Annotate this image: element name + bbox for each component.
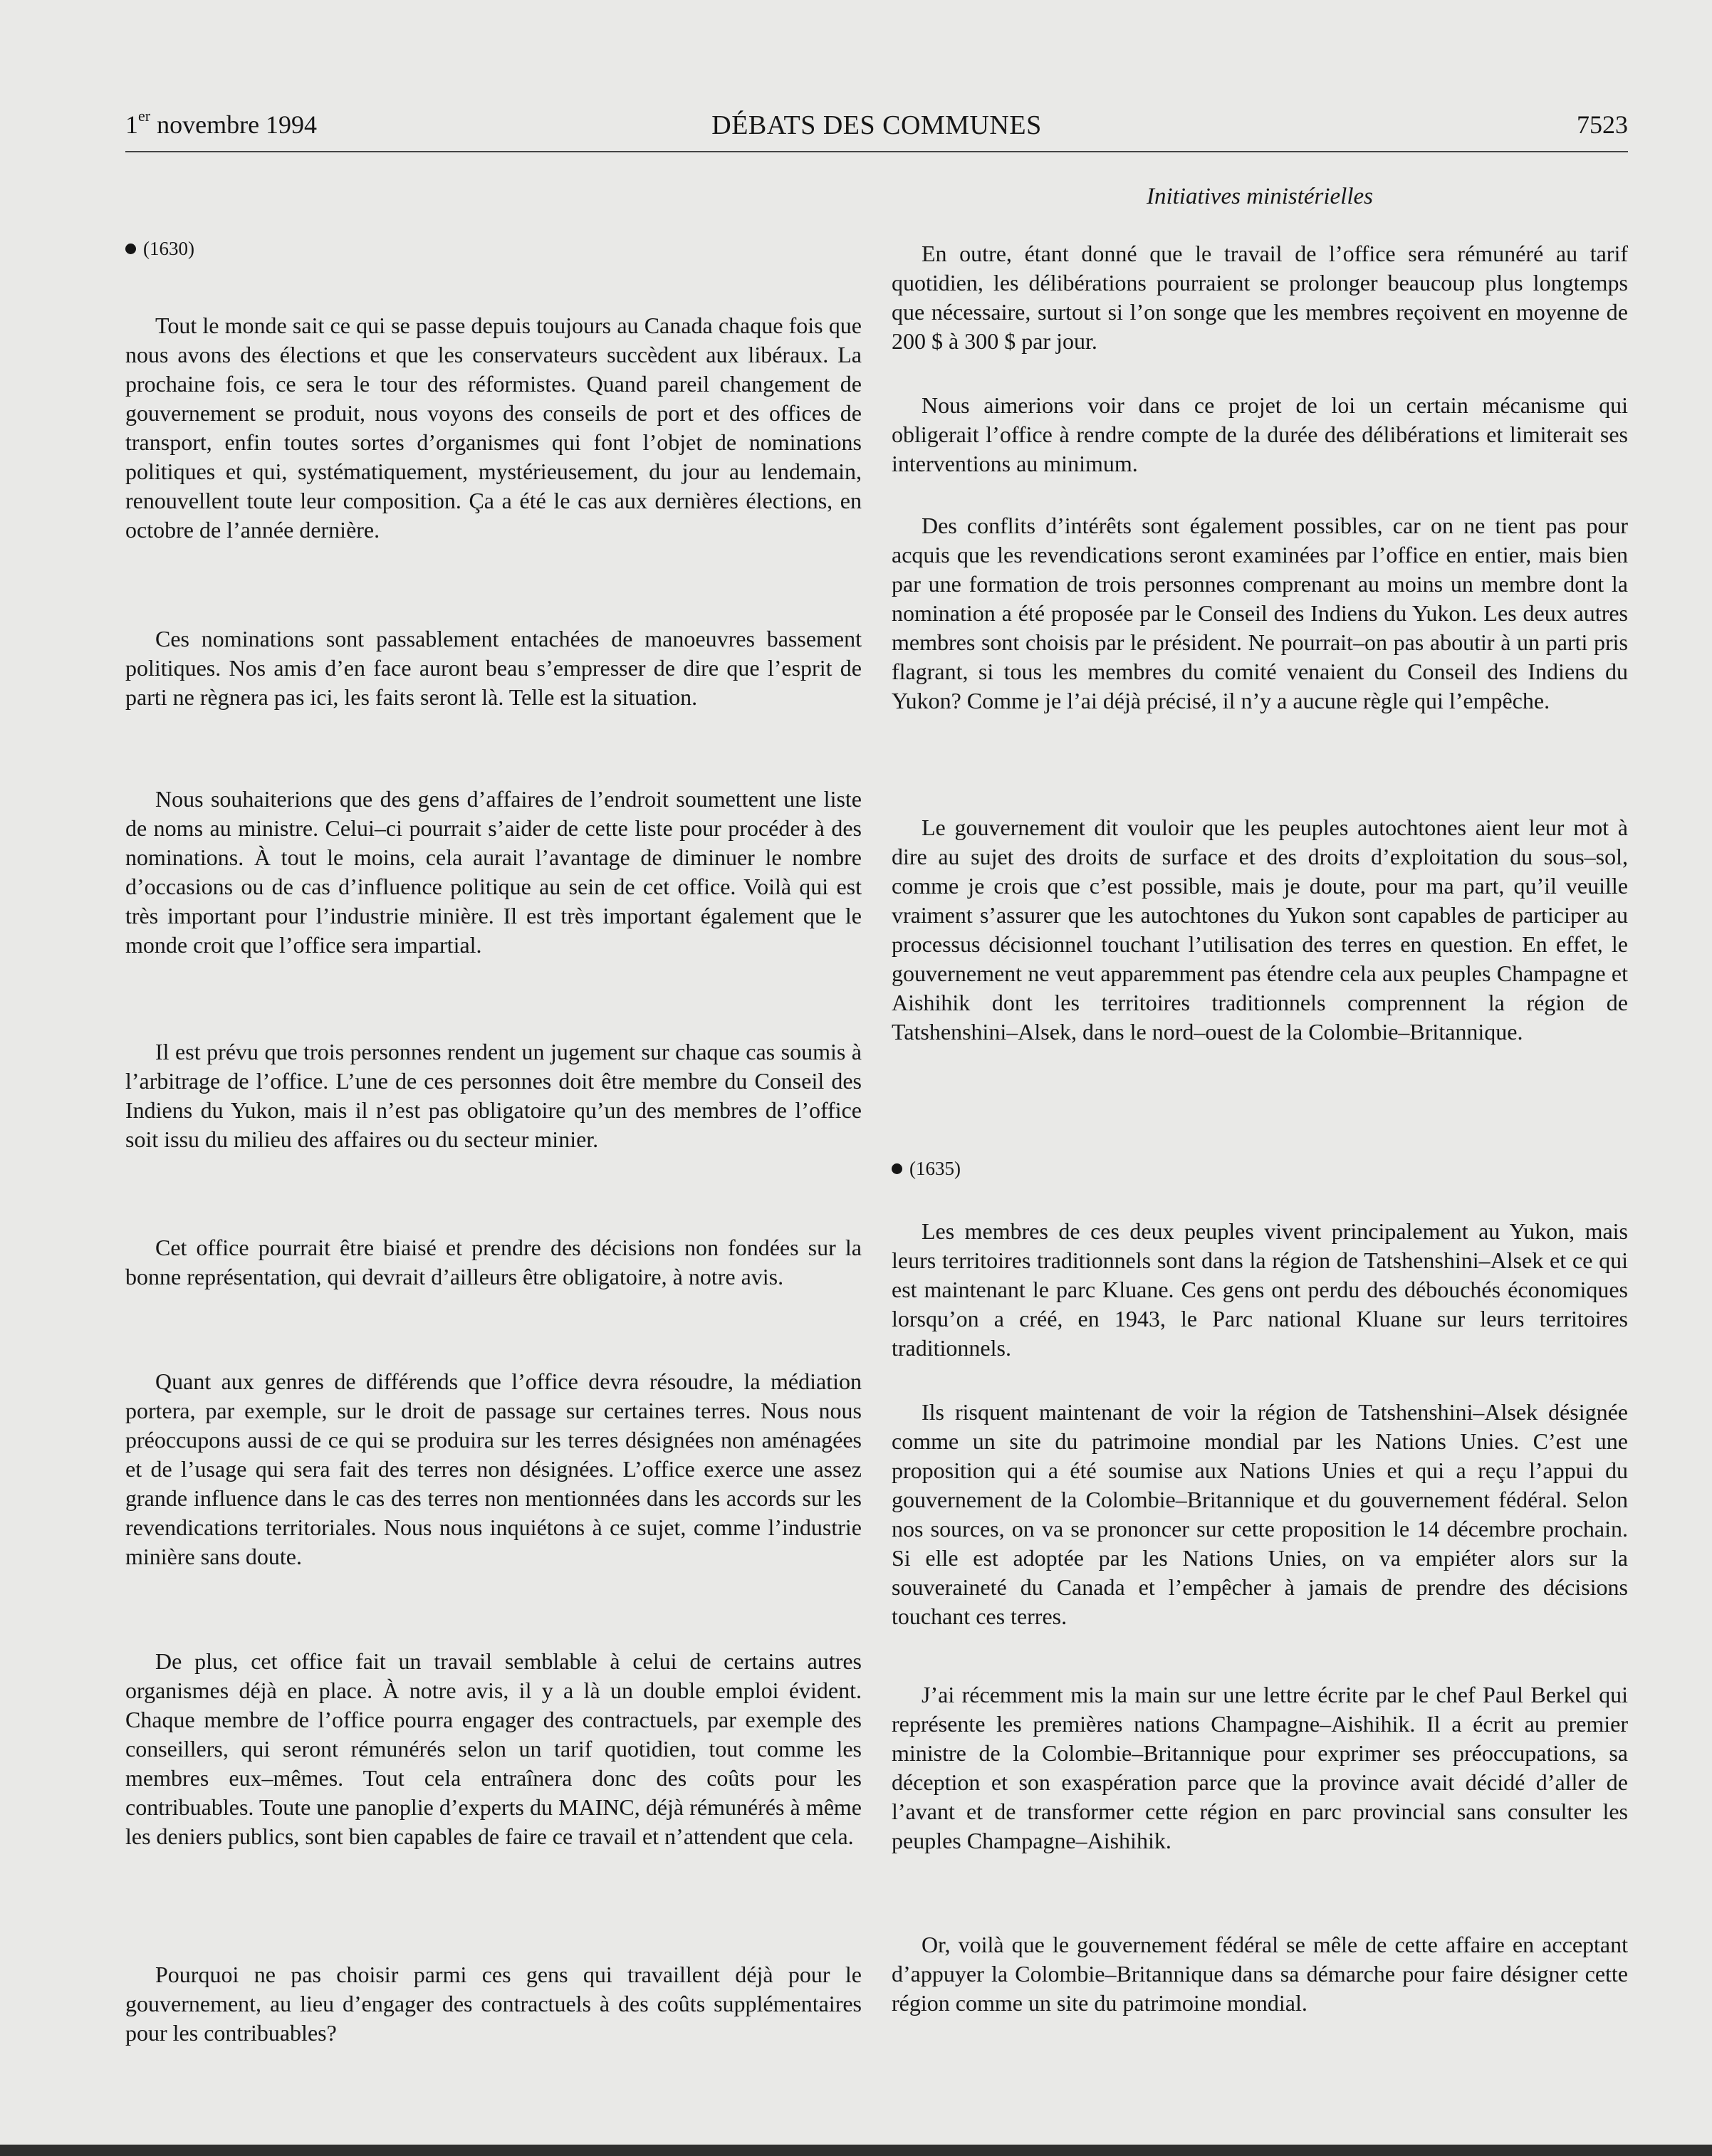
paragraph: J’ai récemment mis la main sur une lettre écrite par le chef Paul Berkel qui représente les premières nations Champagne–Aishihik. Il a écrit au premier ministre de la Colombie–Britannique pour exprimer ses préoccupations, sa déception et son exaspération parce que la province avait décidé d’aller de l’avant et de transformer cette région en parc provincial sans consulter les peuples Champagne–Aishihik. [892, 1682, 1628, 1853]
bullet-icon [125, 244, 136, 254]
paragraph: Ces nominations sont passablement entachées de manoeuvres bassement politiques. Nos amis d’en face auront beau s’empresser de dire que l’esprit de parti ne règnera pas ici, les faits seront là. Telle est la situation. [125, 626, 862, 710]
header-title: DÉBATS DES COMMUNES [711, 110, 1042, 140]
time-marker-label: (1630) [143, 238, 194, 259]
header-date-rest: novembre 1994 [150, 110, 318, 139]
paragraph: De plus, cet office fait un travail semblable à celui de certains autres organismes déjà en place. À notre avis, il y a là un double emploi évident. Chaque membre de l’office pourra engager des contractuels, par exemple des conseillers, qui seront rémunérés selon un tarif quotidien, tout comme les membres eux–mêmes. Tout cela entraînera donc des coûts pour les contribuables. Toute une panoplie d’experts du MAINC, déjà rémunérés à même les deniers publics, sont bien capables de faire ce travail et n’attendent que cela. [125, 1648, 862, 1849]
page-number: 7523 [1577, 110, 1628, 139]
time-marker-1630 [125, 238, 194, 260]
header-date-superscript: er [138, 107, 151, 125]
paragraph: Nous souhaiterions que des gens d’affaires de l’endroit soumettent une liste de noms au ministre. Celui–ci pourrait s’aider de cette liste pour procéder à des nominations. À tout le moins, cela aurait l’avantage de diminuer le nombre d’occasions ou de cas d’influence politique au sein de cet office. Voilà qui est très important pour l’industrie minière. Il est très important également que le monde croit que l’office sera impartial. [125, 786, 862, 958]
paragraph: Des conflits d’intérêts sont également possibles, car on ne tient pas pour acquis que les revendications seront examinées par l’office en entier, mais bien par une formation de trois personnes comprenant au moins un membre dont la nomination a été proposée par le Conseil des Indiens du Yukon. Les deux autres membres sont choisis par le président. Ne pourrait–on pas aboutir à un parti pris flagrant, si tous les membres du comité venaient du Conseil des Indiens du Yukon? Comme je l’ai déjà précisé, il n’y a aucune règle qui l’empêche. [892, 513, 1628, 713]
header-date-day: 1 [125, 110, 138, 139]
paragraph: Il est prévu que trois personnes rendent un jugement sur chaque cas soumis à l’arbitrage de l’office. L’une de ces personnes doit être membre du Conseil des Indiens du Yukon, mais il n’est pas obligatoire qu’un des membres de l’office soit issu du milieu des affaires ou du secteur minier. [125, 1039, 862, 1152]
paragraph: Cet office pourrait être biaisé et prendre des décisions non fondées sur la bonne représentation, qui devrait d’ailleurs être obligatoire, à notre avis. [125, 1235, 862, 1289]
paragraph: Ils risquent maintenant de voir la région de Tatshenshini–Alsek désignée comme un site du patrimoine mondial par les Nations Unies. C’est une proposition qui a été soumise aux Nations Unies et qui a reçu l’appui du gouvernement de la Colombie–Britannique et du gouvernement fédéral. Selon nos sources, on va se prononcer sur cette proposition le 14 décembre prochain. Si elle est adoptée par les Nations Unies, on va empiéter alors sur la souveraineté du Canada et l’empêcher à jamais de prendre des décisions touchant ces terres. [892, 1399, 1628, 1629]
time-marker-label: (1635) [909, 1158, 961, 1179]
paragraph: Le gouvernement dit vouloir que les peuples autochtones aient leur mot à dire au sujet des droits de surface et des droits d’exploitation du sous–sol, comme je crois que c’est possible, mais je doute, pour ma part, qu’il veuille vraiment s’assurer que les autochtones du Yukon sont capables de participer au processus décisionnel touchant l’utilisation des terres en question. En effet, le gouvernement ne veut apparemment pas étendre cela aux peuples Champagne et Aishihik dont les territoires traditionnels comprennent la région de Tatshenshini–Alsek, dans le nord–ouest de la Colombie–Britannique. [892, 815, 1628, 1045]
paragraph: Nous aimerions voir dans ce projet de loi un certain mécanisme qui obligerait l’office à rendre compte de la durée des délibérations et limiterait ses interventions au minimum. [892, 392, 1628, 476]
section-title: Initiatives ministérielles [1146, 184, 1374, 209]
paragraph: En outre, étant donné que le travail de l’office sera rémunéré au tarif quotidien, les délibérations pourraient se prolonger beaucoup plus longtemps que nécessaire, surtout si l’on songe que les membres reçoivent en moyenne de 200 $ à 300 $ par jour. [892, 241, 1628, 354]
paragraph: Or, voilà que le gouvernement fédéral se mêle de cette affaire en acceptant d’appuyer la Colombie–Britannique dans sa démarche pour faire désigner cette région comme un site du patrimoine mondial. [892, 1932, 1628, 2016]
paragraph: Pourquoi ne pas choisir parmi ces gens qui travaillent déjà pour le gouvernement, au lieu d’engager des contractuels à des coûts supplémentaires pour les contribuables? [125, 1962, 862, 2046]
paragraph: Les membres de ces deux peuples vivent principalement au Yukon, mais leurs territoires traditionnels sont dans la région de Tatshenshini–Alsek et ce qui est maintenant le parc Kluane. Ces gens ont perdu des débouchés économiques lorsqu’on a créé, en 1943, le Parc national Kluane sur leurs territoires traditionnels. [892, 1218, 1628, 1361]
page-header [125, 107, 1628, 152]
paragraph: Tout le monde sait ce qui se passe depuis toujours au Canada chaque fois que nous avons des élections et que les conservateurs succèdent aux libéraux. La prochaine fois, ce sera le tour des réformistes. Quand pareil changement de gouvernement se produit, nous voyons des conseils de port et des offices de transport, enfin toutes sortes d’organismes qui font l’objet de nominations politiques et qui, systématiquement, mystérieusement, du jour au lendemain, renouvellent toute leur composition. Ça a été le cas aux dernières élections, en octobre de l’année dernière. [125, 313, 862, 543]
bullet-icon [892, 1163, 902, 1174]
scan-bottom-edge [0, 2145, 1712, 2156]
paragraph: Quant aux genres de différends que l’office devra résoudre, la médiation portera, par exemple, sur le droit de passage sur certaines terres. Nous nous préoccupons aussi de ce qui se produira sur les terres désignées non aménagées et de l’usage qui sera fait des terres non désignées. L’office exerce une assez grande influence dans le cas des terres non mentionnées dans les accords sur les revendications territoriales. Nous nous inquiétons à ce sujet, comme l’industrie minière sans doute. [125, 1369, 862, 1569]
time-marker-1635 [892, 1158, 961, 1180]
